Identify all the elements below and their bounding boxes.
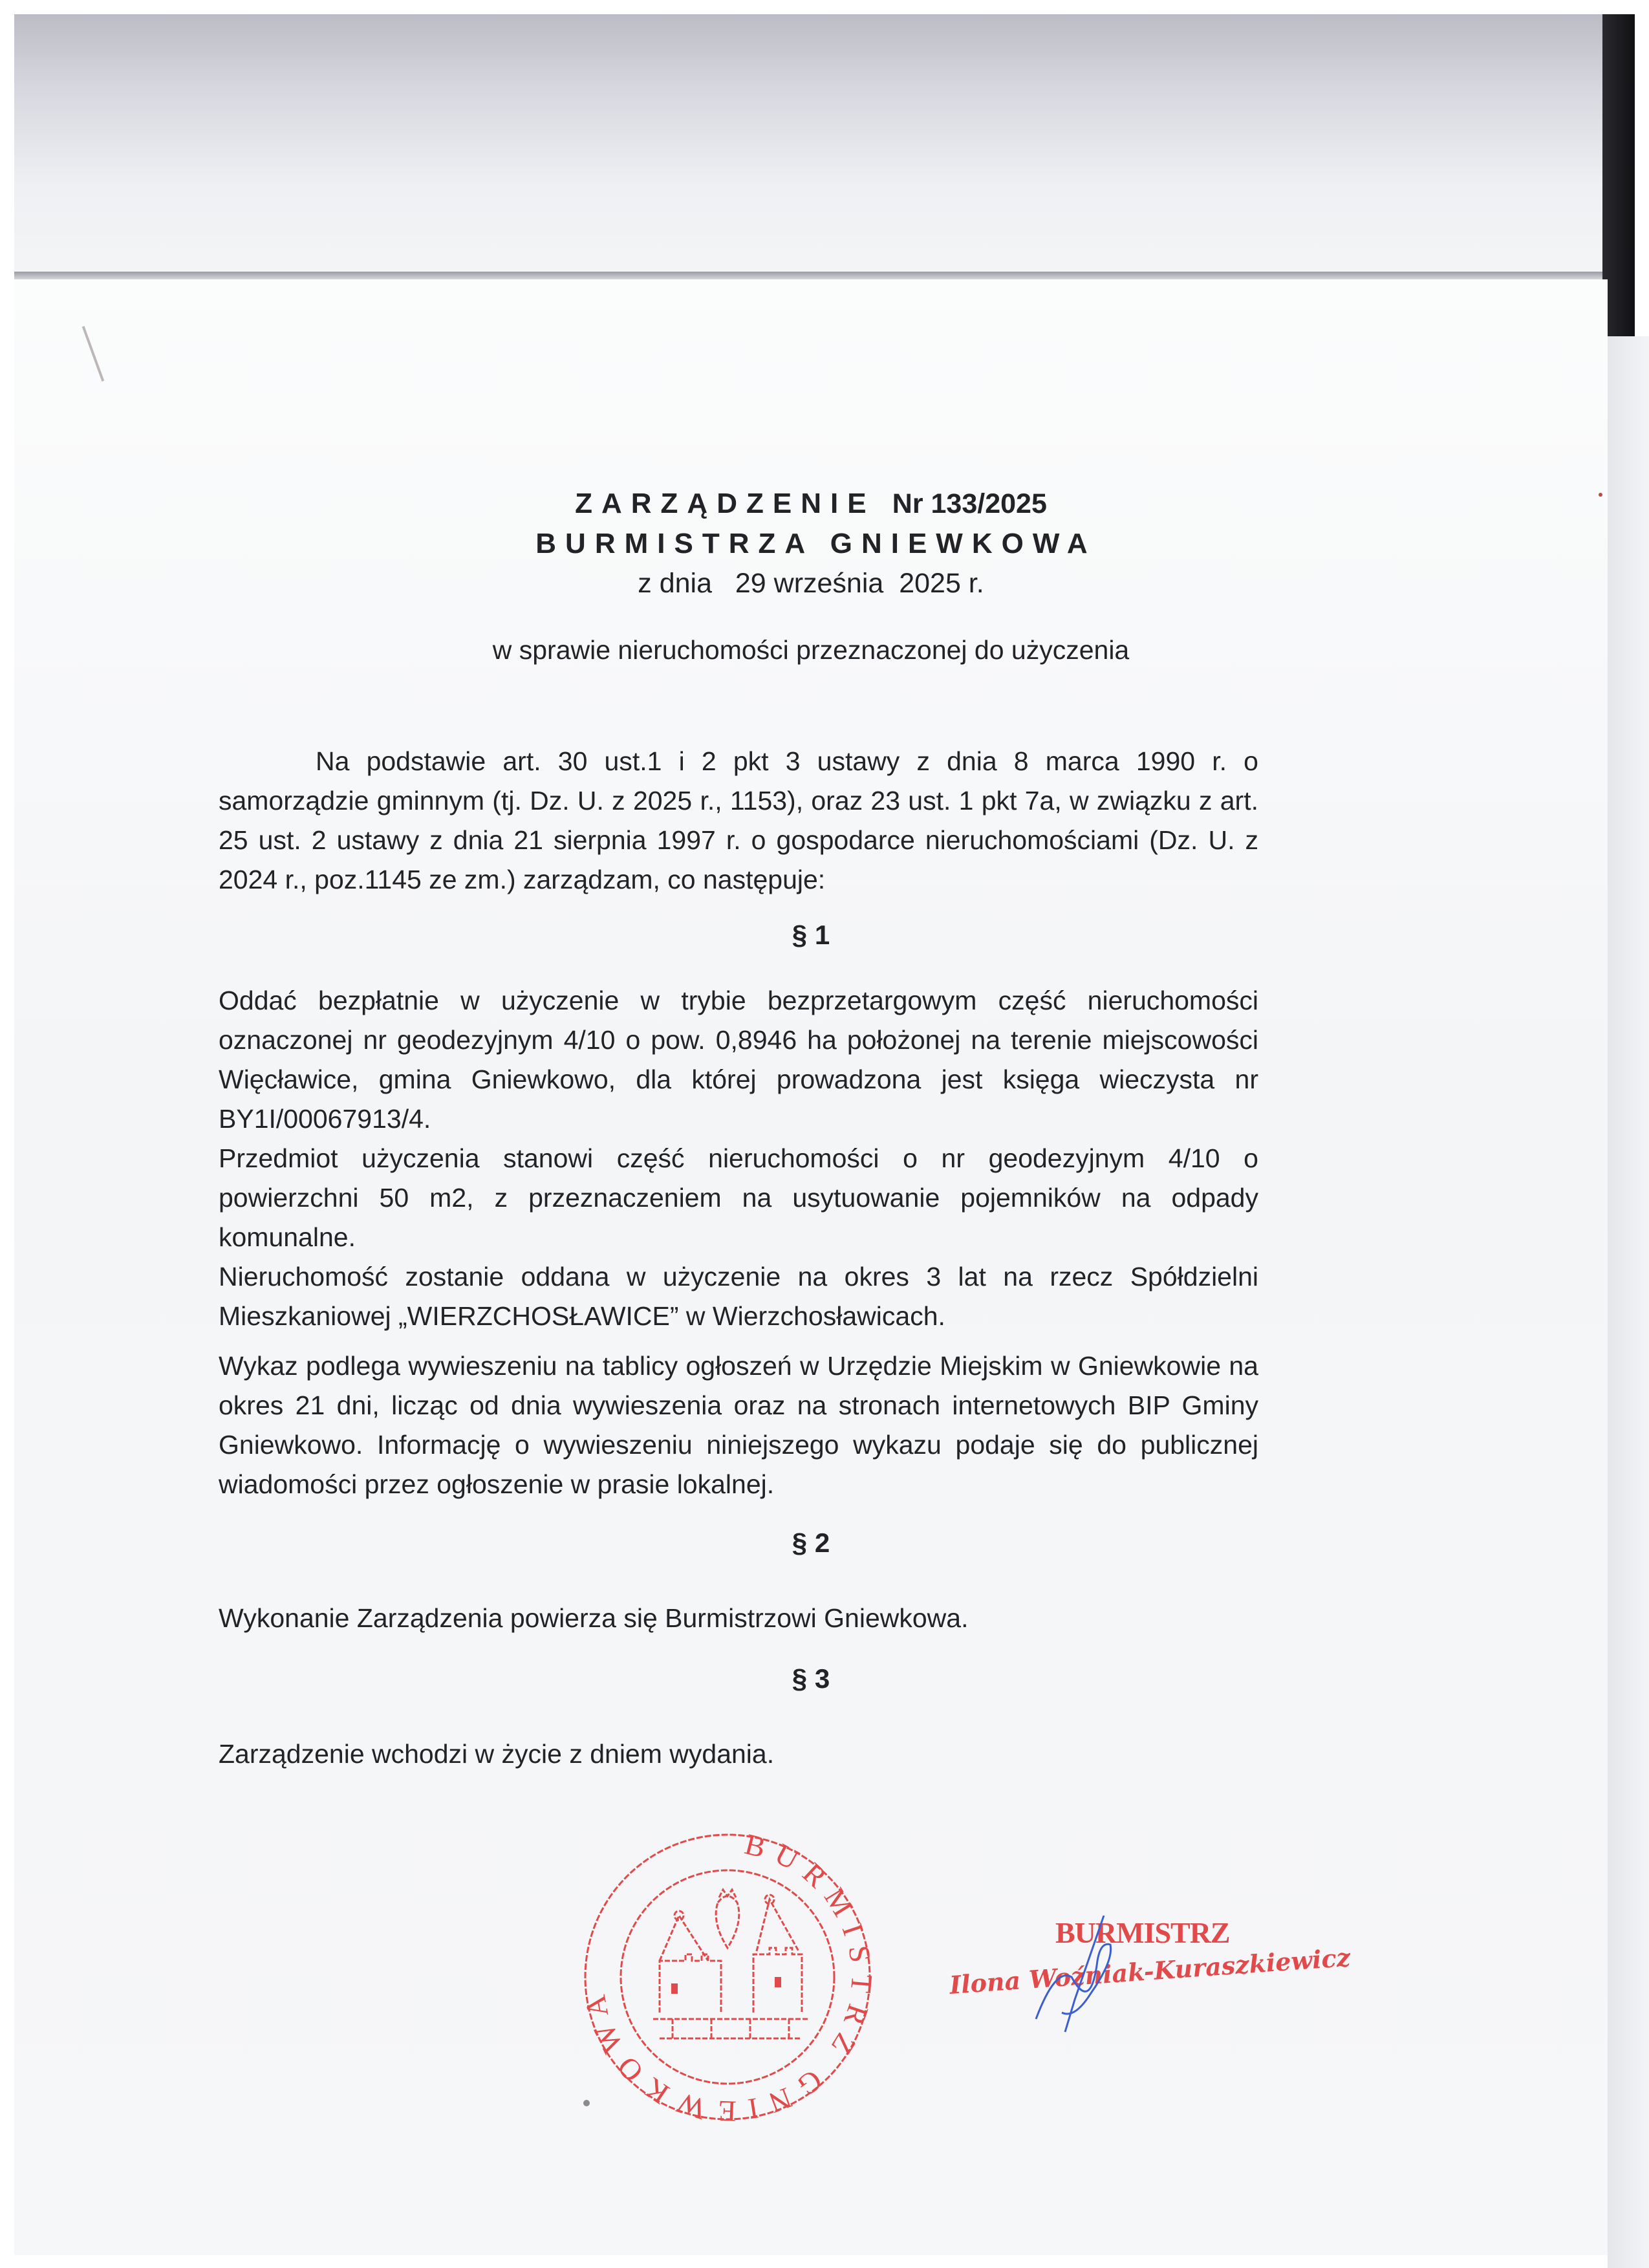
signature-block [932,1890,1352,2058]
scan-speck [1599,493,1602,497]
title-number: Nr 133/2025 [892,488,1047,519]
stamp-window-right [775,1977,781,1987]
preamble: Na podstawie art. 30 ust.1 i 2 pkt 3 ustawy z dnia 8 marca 1990 r. o samorządzie gminnym (tj. Dz. U. z 2025 r., 1153), oraz 23 ust. 1 pkt 7a, w związku z art. 25 ust. 2 ustawy z dnia 21 sierpnia 1997 r. o gospodarce nieruchomościami (Dz. U. z 2024 r., poz.1145 ze zm.) zarządzam, co następuje: [219,746,1258,894]
stamp-inner-ring [621,1870,834,2084]
document-subject: w sprawie nieruchomości przeznaczonej do użyczenia [492,635,1130,665]
section-1-paragraph-4: Wykaz podlega wywieszeniu na tablicy ogłoszeń w Urzędzie Miejskim w Gniewkowie na okres 21 dni, licząc od dnia wywieszenia oraz na stronach internetowych BIP Gminy Gniewkowo. Informację o wywieszeniu niniejszego wykazu podaje się do publicznej wiadomości przez ogłoszenie w prasie lokalnej. [219,1351,1258,1499]
title-word: ZARZĄDZENIE [575,488,876,519]
official-round-stamp [576,1825,879,2129]
signatory-name: Ilona Woźniak-Kuraszkiewicz [948,1942,1352,2000]
section-1-paragraph-1: Oddać bezpłatnie w użyczenie w trybie bezprzetargowym część nieruchomości oznaczonej nr geodezyjnym 4/10 o pow. 0,8946 ha położonej na terenie miejscowości Więcławice, gmina Gniewkowo, dla której prowadzona jest księga wieczysta nr BY1I/00067913/4. [219,986,1258,1134]
scanner-right-strip [1608,336,1649,2268]
scan-speck [583,2100,590,2106]
section-mark-3: § 3 [792,1663,830,1694]
section-1-paragraph-3: Nieruchomość zostanie oddana w użyczenie na okres 3 lat na rzecz Spółdzielni Mieszkaniowej „WIERZCHOSŁAWICE” w Wierzchosławicach. [219,1262,1258,1331]
document-date: z dnia 29 września 2025 r. [638,568,984,599]
paper-crease [82,326,105,382]
section-mark-1: § 1 [792,920,830,950]
castle-emblem-icon [653,1890,808,2038]
handwritten-signature-icon [1029,1916,1126,2038]
section-mark-2: § 2 [792,1528,830,1558]
stamp-window-left [671,1983,678,1994]
section-1-paragraph-2: Przedmiot użyczenia stanowi część nieruchomości o nr geodezyjnym 4/10 o powierzchni 50 m2, z przeznaczeniem na usytuowanie pojemników na odpady komunalne. [219,1143,1258,1252]
section-3-paragraph: Zarządzenie wchodzi w życie z dniem wydania. [219,1739,775,1769]
document-title [14,488,1608,520]
document-page [14,279,1608,2255]
sheet-edge-shadow [14,272,1617,279]
section-2-paragraph: Wykonanie Zarządzenia powierza się Burmistrzowi Gniewkowa. [219,1603,969,1633]
signatory-title: BURMISTRZ [1055,1916,1230,1949]
back-sheet [14,14,1617,279]
stamp-ring-text: BURMISTRZ GNIEWKOWA [576,1827,879,2128]
issuer: BURMISTRZA GNIEWKOWA [535,528,1097,559]
